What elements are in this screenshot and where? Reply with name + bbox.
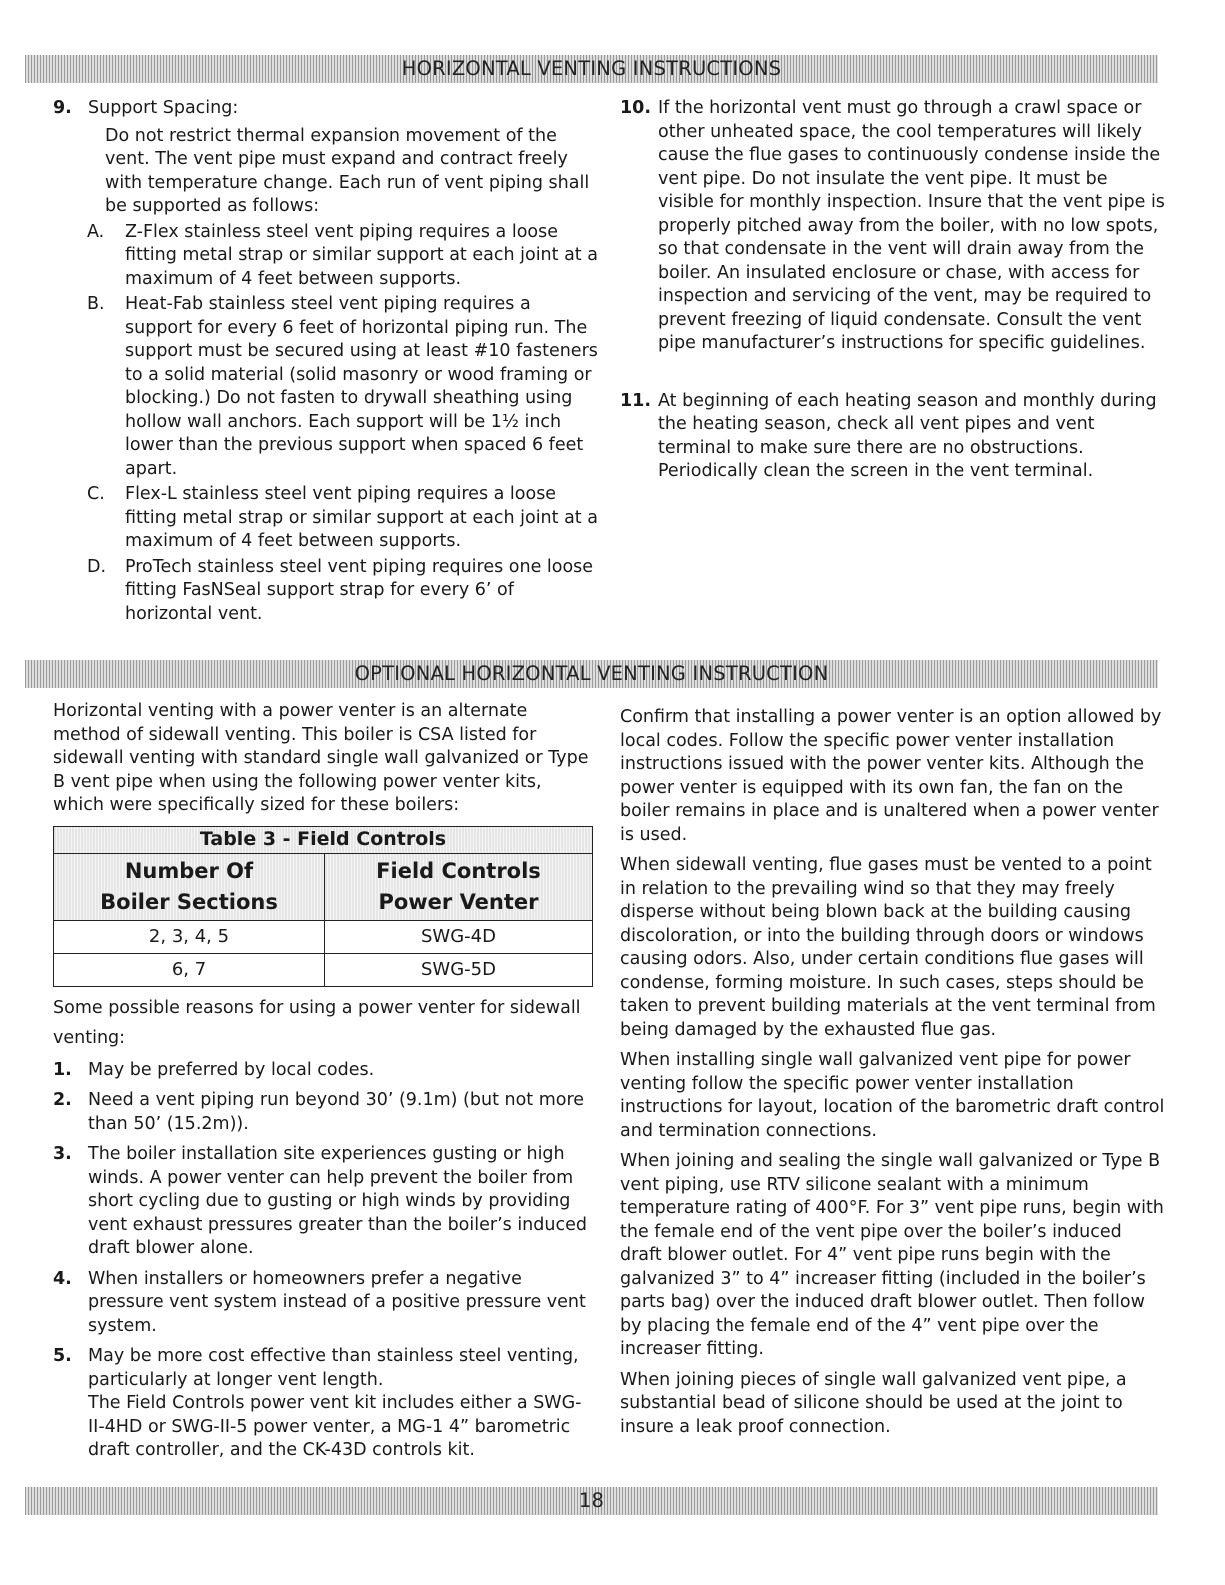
table-cell: SWG-4D (325, 920, 593, 953)
sub-letter: D. (87, 556, 107, 577)
sub-text: Z-Flex stainless steel vent piping requires a loose fitting metal strap or similar support at each joint at a maximum of 4 feet between supports. (125, 221, 598, 289)
section-banner-optional-horizontal-venting (25, 660, 1158, 688)
sub-item-a (87, 221, 601, 292)
left-column-bottom (53, 700, 598, 1463)
header-line: Number Of (124, 858, 254, 883)
reason-item-1 (53, 1059, 598, 1083)
sub-letter: B. (87, 294, 105, 314)
item-number: 11. (620, 390, 652, 411)
paragraph: Confirm that installing a power venter is an option allowed by local codes. Follow the specific power venter installation instructions issued with the power venter kits. Although the power venter is equipped with its own fan, the fan on the boiler remains in place and is unaltered when a power venter is used. (620, 707, 1162, 845)
paragraph: When installing single wall galvanized vent pipe for power venting follow the specific power venter installation instructions for layout, location of the barometric draft control and termination connections. (620, 1050, 1165, 1141)
item-text: At beginning of each heating season and monthly during the heating season, check all vent pipes and vent terminal to make sure there are no obstructions. Periodically clean the screen in the vent terminal. (658, 390, 1157, 481)
header-line: Power Venter (378, 889, 539, 914)
sub-text: Heat-Fab stainless steel vent piping requires a support for every 6 feet of horizontal piping run. The support must be secured using at least #10 fasteners to a solid material (solid masonry or wood framing or blocking.) Do not fasten to drywall sheathing using hollow wall anchors. Each support will be 1½ inch lower than the previous support when spaced 6 feet apart. (125, 294, 598, 479)
item-text: May be preferred by local codes. (88, 1059, 375, 1080)
item-text: May be more cost effective than stainless steel venting, particularly at longer vent length. (88, 1346, 579, 1390)
table-header-venter (325, 853, 593, 920)
table-cell: SWG-5D (325, 953, 593, 986)
reason-item-5 (53, 1345, 598, 1463)
item-text: If the horizontal vent must go through a crawl space or other unheated space, the cool temperatures will likely cause the flue gases to continuously condense inside the vent pipe. Do not insulate the vent pipe. It must be visible for monthly inspection. Insure that the vent pipe is properly pitched away from the boiler, with no low spots, so that condensate in the vent will drain away from the boiler. An insulated enclosure or chase, with access for inspection and servicing of the vent, may be required to prevent freezing of liquid condensate. Consult the vent pipe manufacturer’s instructions for specific guidelines. (658, 98, 1165, 353)
table-title: Table 3 - Field Controls (54, 826, 593, 853)
list-item-11 (620, 390, 1165, 484)
kit-text: The Field Controls power vent kit includes either a SWG-II-4HD or SWG-II-5 power venter, a MG-1 4” barometric draft controller, and the CK-43D controls kit. (88, 1393, 582, 1460)
item-number: 1. (53, 1059, 72, 1080)
item-text: The boiler installation site experiences gusting or high winds. A power venter can help prevent the boiler from short cycling due to gusting or high winds by providing vent exhaust pressures greater than the boiler’s induced draft blower alone. (88, 1144, 587, 1258)
section-banner-horizontal-venting (25, 55, 1158, 83)
page-number: 18 (578, 1489, 605, 1512)
reason-item-4 (53, 1268, 598, 1339)
sub-letter: C. (87, 484, 105, 504)
optional-intro: Horizontal venting with a power venter is an alternate method of sidewall venting. This boiler is CSA listed for sidewall venting with standard single wall galvanized or Type B vent pipe when using the following power venter kits, which were specifically sized for these boilers: (53, 701, 589, 815)
item-number: 9. (53, 98, 72, 118)
reason-item-2 (53, 1089, 598, 1136)
page-number-banner (25, 1487, 1158, 1515)
header-line: Boiler Sections (100, 889, 278, 914)
reason-item-3 (53, 1143, 598, 1261)
sub-letter: A. (87, 221, 105, 242)
sub-item-c (87, 483, 601, 554)
section-title: HORIZONTAL VENTING INSTRUCTIONS (401, 57, 782, 80)
sub-item-b (87, 293, 601, 481)
header-line: Field Controls (376, 858, 541, 883)
item-title: Support Spacing: (88, 98, 239, 118)
right-column-bottom (620, 706, 1165, 1446)
item-text: When installers or homeowners prefer a negative pressure vent system instead of a positive pressure vent system. (88, 1268, 586, 1336)
table-cell: 6, 7 (54, 953, 325, 986)
item-intro: Do not restrict thermal expansion movement of the vent. The vent pipe must expand and contract freely with temperature change. Each run of vent piping shall be supported as follows: (105, 125, 590, 216)
item-number: 4. (53, 1268, 72, 1289)
table-cell: 2, 3, 4, 5 (54, 920, 325, 953)
field-controls-table (53, 826, 593, 987)
paragraph: When joining and sealing the single wall galvanized or Type B vent piping, use RTV silicone sealant with a minimum temperature rating of 400°F. For 3” vent pipe runs, begin with the female end of the vent pipe over the boiler’s induced draft blower outlet. For 4” vent pipe runs begin with the galvanized 3” to 4” increaser fitting (included in the boiler’s parts bag) over the induced draft blower outlet. Then follow by placing the female end of the 4” vent pipe over the increaser fitting. (620, 1151, 1164, 1359)
sub-text: ProTech stainless steel vent piping requires one loose fitting FasNSeal support strap for every 6’ of horizontal vent. (125, 556, 594, 624)
table-row (54, 920, 593, 953)
table-header-sections (54, 853, 325, 920)
section-title: OPTIONAL HORIZONTAL VENTING INSTRUCTION (354, 662, 829, 685)
sub-item-d (87, 556, 601, 627)
paragraph: When joining pieces of single wall galvanized vent pipe, a substantial bead of silicone should be used at the joint to insure a leak proof connection. (620, 1369, 1127, 1437)
table-row (54, 953, 593, 986)
item-number: 10. (620, 98, 652, 118)
paragraph: When sidewall venting, flue gases must be vented to a point in relation to the prevailing wind so that they may freely disperse without being blown back at the building causing discoloration, or into the building through doors or windows causing odors. Also, under certain conditions flue gases will condense, forming moisture. In such cases, steps should be taken to prevent building materials at the vent terminal from being damaged by the exhausted flue gas. (620, 855, 1156, 1040)
reasons-intro: Some possible reasons for using a power venter for sidewall venting: (53, 997, 581, 1048)
sub-text: Flex-L stainless steel vent piping requires a loose fitting metal strap or similar support at each joint at a maximum of 4 feet between supports. (125, 484, 598, 551)
right-column-top (620, 97, 1165, 484)
item-number: 5. (53, 1346, 72, 1366)
left-column-top (53, 97, 601, 626)
item-text: Need a vent piping run beyond 30’ (9.1m) (but not more than 50’ (15.2m)). (88, 1090, 585, 1134)
list-item-9 (53, 97, 601, 219)
item-number: 2. (53, 1090, 72, 1110)
list-item-10 (620, 97, 1165, 356)
item-number: 3. (53, 1144, 72, 1164)
